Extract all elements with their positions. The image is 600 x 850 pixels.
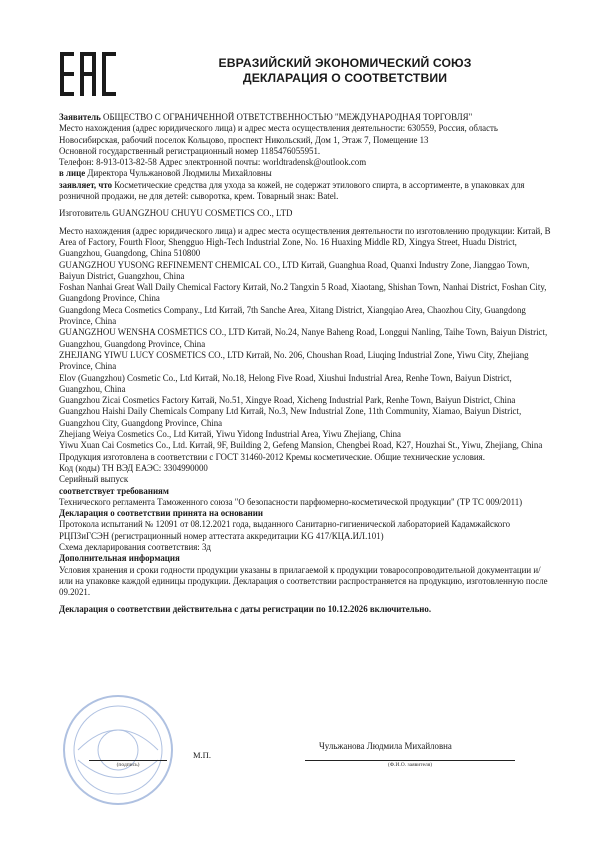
signatory-name: Чульжанова Людмила Михайловна (319, 741, 452, 751)
document-body (59, 112, 551, 616)
name-caption: (Ф.И.О. заявителя) (387, 762, 433, 768)
serial-release: Серийный выпуск (59, 474, 129, 485)
manufacturer-line: Guangzhou Haishi Daily Chemicals Company Ltd Китай, No.3, New Industrial Zone, 11th Community, Xiamao, Baiyun District, Guangzhou City, Guangdong Province, China (59, 406, 522, 428)
additional-text: Условия хранения и сроки годности продукции указаны в прилагаемой к продукции товаросопроводительной документации и/или на упаковке каждой единицы продукции. Декларация о соответствии распространяется на продукцию, изготовленную после 09.2021. (59, 564, 548, 598)
compliance-label: соответствует требованиям (59, 485, 169, 496)
manufacturer-line: Изготовитель GUANGZHOU CHUYU COSMETICS CO., LTD (59, 208, 293, 219)
manufacturer-line: Guangdong Meca Cosmetics Company., Ltd Китай, 7th Sanche Area, Xitang District, Xiangqiao Area, Chaozhou City, Guangdong Province, China (59, 304, 526, 327)
signature-caption: (подпись) (116, 762, 140, 768)
applicant-label: Заявитель (59, 112, 101, 122)
eac-logo (60, 52, 116, 96)
compliance-text: Технического регламента Таможенного союза "О безопасности парфюмерно-косметической продукции" (ТР ТС 009/2011) (59, 496, 523, 507)
signature-block (59, 741, 551, 781)
signature-line (89, 760, 167, 761)
declares-text: Косметические средства для ухода за кожей, не содержат этилового спирта, в ассортименте, в упаковках для розничной продажи, не для детей: сыворотка, крем. Товарный знак: Batel. (59, 179, 525, 202)
representative-name: Директора Чульжановой Людмилы Михайловны (85, 168, 272, 179)
manufacturer-line: ZHEJIANG YIWU LUCY COSMETICS CO., LTD Китай, No. 206, Choushan Road, Liuqing Industrial Zone, Yiwu City, Zhejiang Province, China (59, 349, 529, 372)
manufacturer-line: Foshan Nanhai Great Wall Daily Chemical Factory Китай, No.2 Tangxin 5 Road, Xiaotang, Shishan Town, Nanhai District, Foshan City, Guangdong Province, China (59, 282, 547, 304)
applicant-contacts: Телефон: 8-913-013-82-58 Адрес электронной почты: worldtradensk@outlook.com (59, 157, 367, 168)
manufacturer-line: GUANGZHOU WENSHA COSMETICS CO., LTD Китай, No.24, Nanye Baheng Road, Longgui Nanling, Taihe Town, Baiyun District, Guangzhou, Guangdong Province, China (59, 327, 548, 349)
name-line (305, 760, 515, 761)
validity-line: Декларация о соответствии действительна с даты регистрации по 10.12.2026 включительно. (59, 604, 432, 615)
basis-label: Декларация о соответствии принята на основании (59, 508, 264, 519)
declares-line (59, 180, 551, 203)
applicant-line (59, 112, 551, 123)
applicant-address: Место нахождения (адрес юридического лица) и адрес места осуществления деятельности: 630559, Россия, область Новосибирская, рабочий поселок Кольцово, проспект Никольский, Дом 1, Этаж 7, Помещение 13 (59, 123, 498, 145)
applicant-ogrn: Основной государственный регистрационный номер 1185476055951. (59, 145, 321, 156)
header-union-title: ЕВРАЗИЙСКИЙ ЭКОНОМИЧЕСКИЙ СОЮЗ (218, 56, 472, 70)
manufacturer-line: Yiwu Xuan Cai Cosmetics Co., Ltd. Китай, 9F, Building 2, Gefeng Mansion, Chengbei Road, K27, Houzhai St., Yiwu, Zhejiang, China Продукция изготовлена в соответствии с ГОСТ 31460-2012 Кремы косметические. Общие технические условия. (59, 440, 543, 462)
representative-line (59, 168, 551, 179)
document-header (150, 56, 540, 86)
applicant-name: ОБЩЕСТВО С ОГРАНИЧЕННОЙ ОТВЕТСТВЕННОСТЬЮ "МЕЖДУНАРОДНАЯ ТОРГОВЛЯ" (100, 112, 473, 122)
header-declaration-title: ДЕКЛАРАЦИЯ О СООТВЕТСТВИИ (242, 71, 448, 85)
manufacturer-line: Elov (Guangzhou) Cosmetic Co., Ltd Китай, No.18, Helong Five Road, Xiushui Industrial Area, Renhe Town, Baiyun District, Guangzhou, China (59, 372, 512, 394)
manufacturer-line: Zhejiang Weiya Cosmetics Co., Ltd Китай, Yiwu Yidong Industrial Area, Yiwu Zhejiang, China (59, 429, 401, 440)
basis-text: Протокола испытаний № 12091 от 08.12.2021 года, выданного Санитарно-гигиенической лабораторией Кадамжайского РЦПЗиГСЭН (регистрационный номер аттестата аккредитации KG 417/КЦА.ИЛ.101) (59, 519, 511, 541)
basis-scheme: Схема декларирования соответствия: 3д (59, 541, 211, 552)
additional-label: Дополнительная информация (59, 553, 180, 564)
representative-label: в лице (59, 168, 86, 179)
manufacturer-line: GUANGZHOU YUSONG REFINEMENT CHEMICAL CO., LTD Китай, Guanghua Road, Quanxi Industry Zone, Jianggao Town, Baiyun District, Guangzhou, China (59, 259, 530, 281)
manufacturer-line: Guangzhou Zicai Cosmetics Factory Китай, No.51, Xingye Road, Xicheng Industrial Park, Renhe Town, Baiyun District, China (59, 395, 516, 406)
declares-label: заявляет, что (59, 179, 113, 190)
seal-place-label: М.П. (193, 750, 211, 760)
tnved-code: Код (коды) ТН ВЭД ЕАЭС: 3304990000 (59, 462, 208, 473)
manufacturer-line: Место нахождения (адрес юридического лица) и адрес места осуществления деятельности по изготовлению продукции: Китай, B Area of Factory, Fourth Floor, Shengguo High-Tech Industrial Zone, No. 16 Huaxing Middle RD, Xingya Street, Huadu District, Guangzhou, Guangdong, China 510800 (59, 225, 551, 259)
